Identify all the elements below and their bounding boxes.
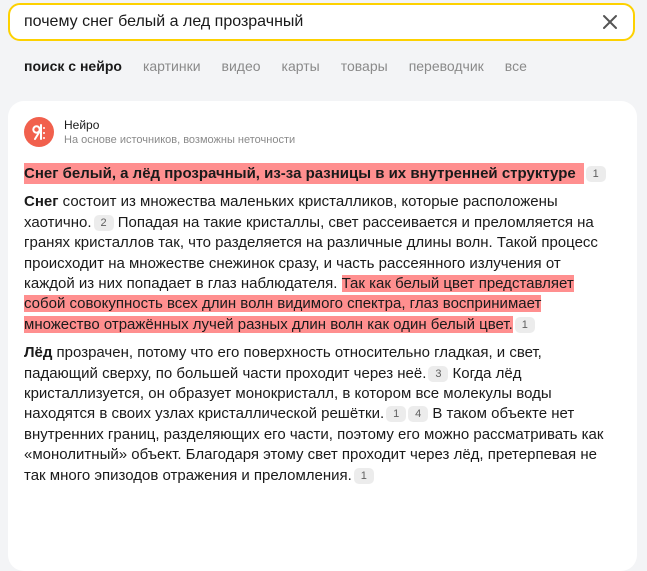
term-snow: Снег bbox=[24, 193, 59, 211]
source-ref[interactable]: 1 bbox=[386, 406, 406, 422]
tab-video[interactable]: видео bbox=[221, 58, 261, 74]
brand-name: Нейро bbox=[64, 118, 100, 132]
snow-paragraph bbox=[24, 192, 614, 335]
search-bar bbox=[8, 3, 635, 41]
tab-all[interactable]: все bbox=[504, 58, 527, 74]
source-ref[interactable]: 2 bbox=[94, 215, 114, 231]
source-ref[interactable]: 1 bbox=[586, 166, 606, 182]
source-ref[interactable]: 1 bbox=[515, 317, 535, 333]
ice-text-2: Когда лёд кристаллизуется, он образует монокристалл, в котором все молекулы воды находятся в своих узлах кристаллической решётки. bbox=[24, 364, 552, 423]
tab-translator[interactable]: переводчик bbox=[408, 58, 484, 74]
snow-text-1: состоит из множества маленьких кристалликов, которые расположены хаотично. bbox=[24, 193, 558, 231]
snow-text-2: Попадая на такие кристаллы, свет рассеивается и преломляется на гранях кристаллов так, что разделяется на различные длины волн. Такой процесс происходит на множестве снежинок сразу, и часть рассеянного излучения от каждой из них попадает в глаз наблюдателя. bbox=[24, 213, 598, 293]
tab-neuro-search[interactable]: поиск с нейро bbox=[24, 58, 122, 74]
tab-products[interactable]: товары bbox=[340, 58, 388, 74]
ice-paragraph bbox=[24, 343, 614, 486]
neuro-logo-glyph bbox=[30, 123, 48, 141]
answer-text bbox=[24, 164, 614, 494]
neuro-answer-card bbox=[8, 101, 637, 571]
source-ref[interactable]: 1 bbox=[354, 468, 374, 484]
snow-highlight: Так как белый цвет представляет собой совокупность всех длин волн видимого спектра, глаз воспринимает множество отражённых лучей разных длин волн как один белый цвет. bbox=[24, 275, 574, 333]
summary-text: Снег белый, а лёд прозрачный, из-за разницы в их внутренней структуре bbox=[24, 163, 584, 184]
close-icon bbox=[602, 14, 618, 30]
tab-maps[interactable]: карты bbox=[281, 58, 320, 74]
ice-text-1: прозрачен, потому что его поверхность относительно гладкая, и свет, падающий сверху, по большей части проходит через неё. bbox=[24, 344, 542, 382]
neuro-header bbox=[24, 117, 295, 147]
search-input[interactable] bbox=[10, 5, 593, 39]
search-tabs bbox=[24, 58, 548, 74]
ice-text-3: В таком объекте нет внутренних границ, разделяющих его части, поэтому его можно рассматривать как «монолитный» объект. Благодаря этому свет проходит через лёд, претерпевая не так много эпизодов отражения и преломления. bbox=[24, 405, 604, 484]
clear-search-button[interactable] bbox=[593, 5, 627, 39]
neuro-logo-icon bbox=[24, 117, 54, 147]
answer-summary bbox=[24, 164, 614, 184]
term-ice: Лёд bbox=[24, 344, 53, 362]
tab-images[interactable]: картинки bbox=[142, 58, 201, 74]
source-ref[interactable]: 3 bbox=[428, 366, 448, 382]
brand-subtitle: На основе источников, возможны неточности bbox=[64, 134, 296, 146]
source-ref[interactable]: 4 bbox=[408, 406, 428, 422]
